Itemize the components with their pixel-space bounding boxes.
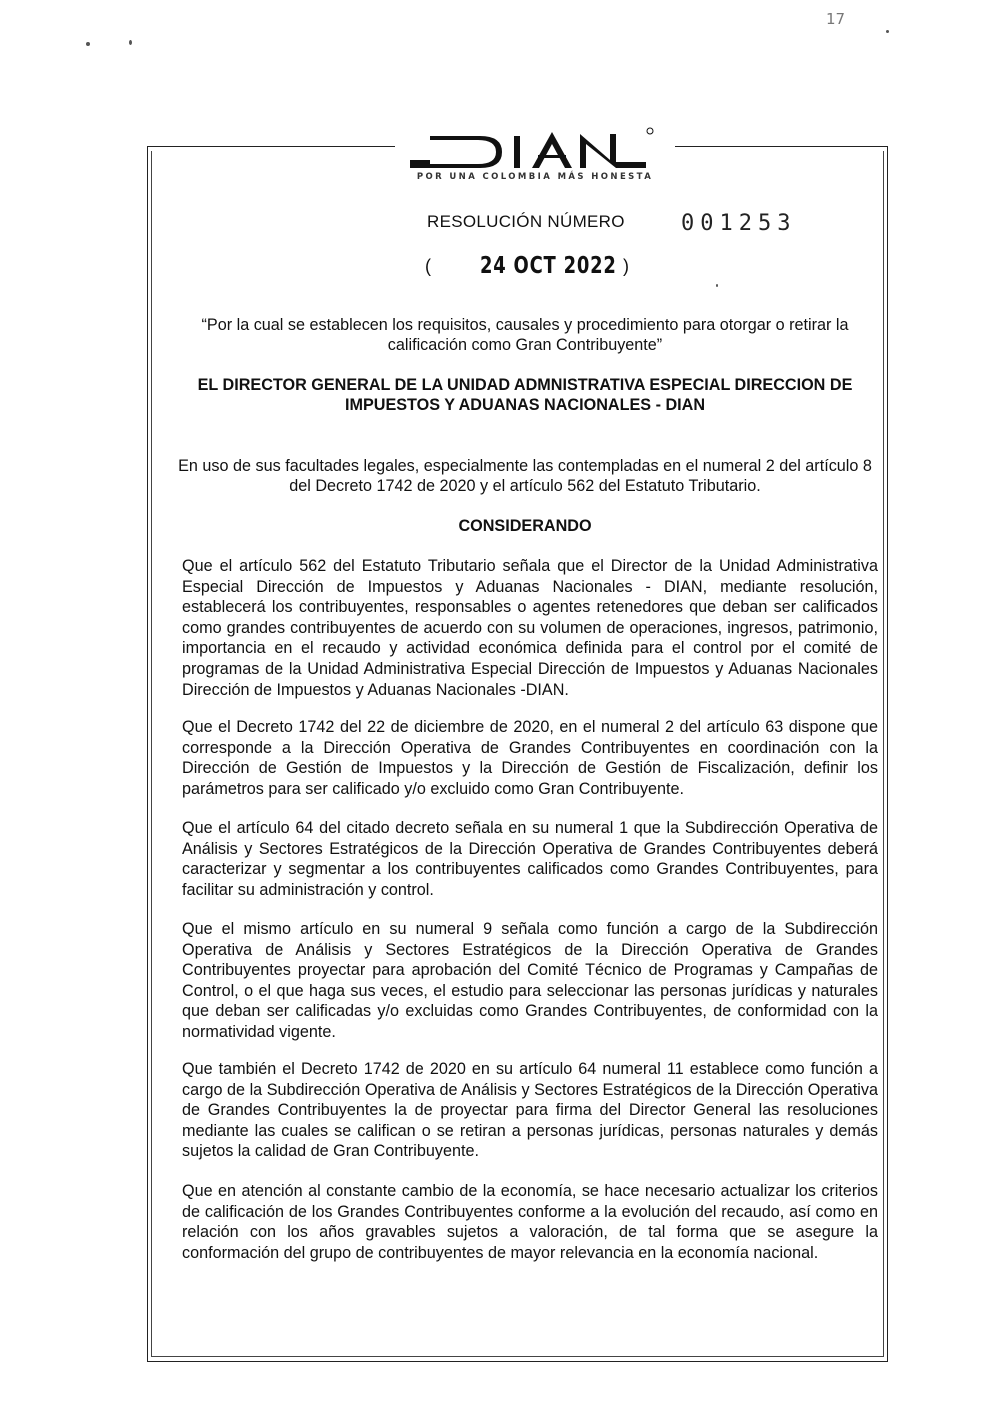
considerando-paragraph-1: Que el artículo 562 del Estatuto Tributario señala que el Director de la Unidad Administrativa Especial Dirección de Impuestos y Aduanas Nacionales - DIAN, mediante resolución, establecerá los contribuyentes, responsables o agentes retenedores que deban ser calificados como grandes contribuyentes de acuerdo con su volumen de operaciones, ingresos, patrimonio, importancia en el recaudo y actividad económica definida para el control por el comité de programas de la Unidad Administrativa Especial Dirección de Impuestos y Aduanas Nacionales Dirección de Impuestos y Aduanas Nacionales -DIAN. — [182, 557, 878, 699]
considerando-paragraph-5: Que también el Decreto 1742 de 2020 en su artículo 64 numeral 11 establece como función a cargo de la Subdirección Operativa de Análisis y Sectores Estratégicos de la Dirección Operativa de Grandes Contribuyentes la de proyectar para firma del Director General las resoluciones mediante las cuales se califican o se retiran a personas jurídicas, personas naturales y demás sujetos la calidad de Gran Contribuyente. — [182, 1060, 878, 1161]
resolution-label: RESOLUCIÓN NÚMERO — [427, 212, 625, 231]
resolution-number: 001253 — [681, 211, 797, 236]
logo-tagline: POR UNA COLOMBIA MÁS HONESTA — [416, 172, 654, 182]
scan-speck — [86, 42, 90, 46]
considerando-paragraph-2: Que el Decreto 1742 del 22 de diciembre de 2020, en el numeral 2 del artículo 63 dispone que corresponde a la Dirección Operativa de Grandes Contribuyentes en coordinación con la Dirección de Gestión de Impuestos y la Dirección de Gestión de Fiscalización, definir los parámetros para ser calificado y/o excluido como Gran Contribuyente. — [182, 718, 878, 798]
resolution-subject: “Por la cual se establecen los requisitos, causales y procedimiento para otorgar o retirar la calificación como Gran Contribuyente” — [201, 316, 849, 354]
legal-basis: En uso de sus facultades legales, especialmente las contempladas en el numeral 2 del artículo 8 del Decreto 1742 de 2020 y el artículo 562 del Estatuto Tributario. — [178, 457, 872, 495]
date-close-paren: ) — [623, 256, 629, 276]
dian-logo-mark — [410, 126, 660, 170]
scan-speck — [129, 40, 132, 45]
dian-logo — [395, 118, 675, 190]
considerando-heading: CONSIDERANDO — [458, 517, 592, 535]
considerando-paragraph-3: Que el artículo 64 del citado decreto señala en su numeral 1 que la Subdirección Operativa de Análisis y Sectores Estratégicos de la Dirección Operativa de Grandes Contribuyentes deberá caracterizar y segmentar a los contribuyentes calificados como Grandes Contribuyentes, para facilitar su administración y control. — [182, 819, 878, 899]
date-open-paren: ( — [425, 256, 431, 276]
considerando-paragraph-6: Que en atención al constante cambio de la economía, se hace necesario actualizar los criterios de calificación de los Grandes Contribuyentes conforme a la evolución del recaudo, así como en relación con los años gravables sujetos a valoración, de tal forma que se asegure la conformación del grupo de contribuyentes de mayor relevancia en la economía nacional. — [182, 1182, 878, 1262]
issuing-authority: EL DIRECTOR GENERAL DE LA UNIDAD ADMNISTRATIVA ESPECIAL DIRECCION DE IMPUESTOS Y ADUANAS NACIONALES - DIAN — [197, 376, 853, 414]
resolution-date: 24 OCT 2022 — [480, 253, 617, 279]
considerando-paragraph-4: Que el mismo artículo en su numeral 9 señala como función a cargo de la Subdirección Operativa de Análisis y Sectores Estratégicos de la Dirección Operativa de Grandes Contribuyentes proyectar para aprobación del Comité Técnico de Programas y Campañas de Control, o el que haga sus veces, el estudio para seleccionar las personas jurídicas y naturales que deban ser calificadas y/o excluidas como Grandes Contribuyentes, de conformidad con la normatividad vigente. — [182, 920, 878, 1041]
scan-speck — [886, 30, 889, 33]
page-number: 17 — [826, 10, 846, 28]
